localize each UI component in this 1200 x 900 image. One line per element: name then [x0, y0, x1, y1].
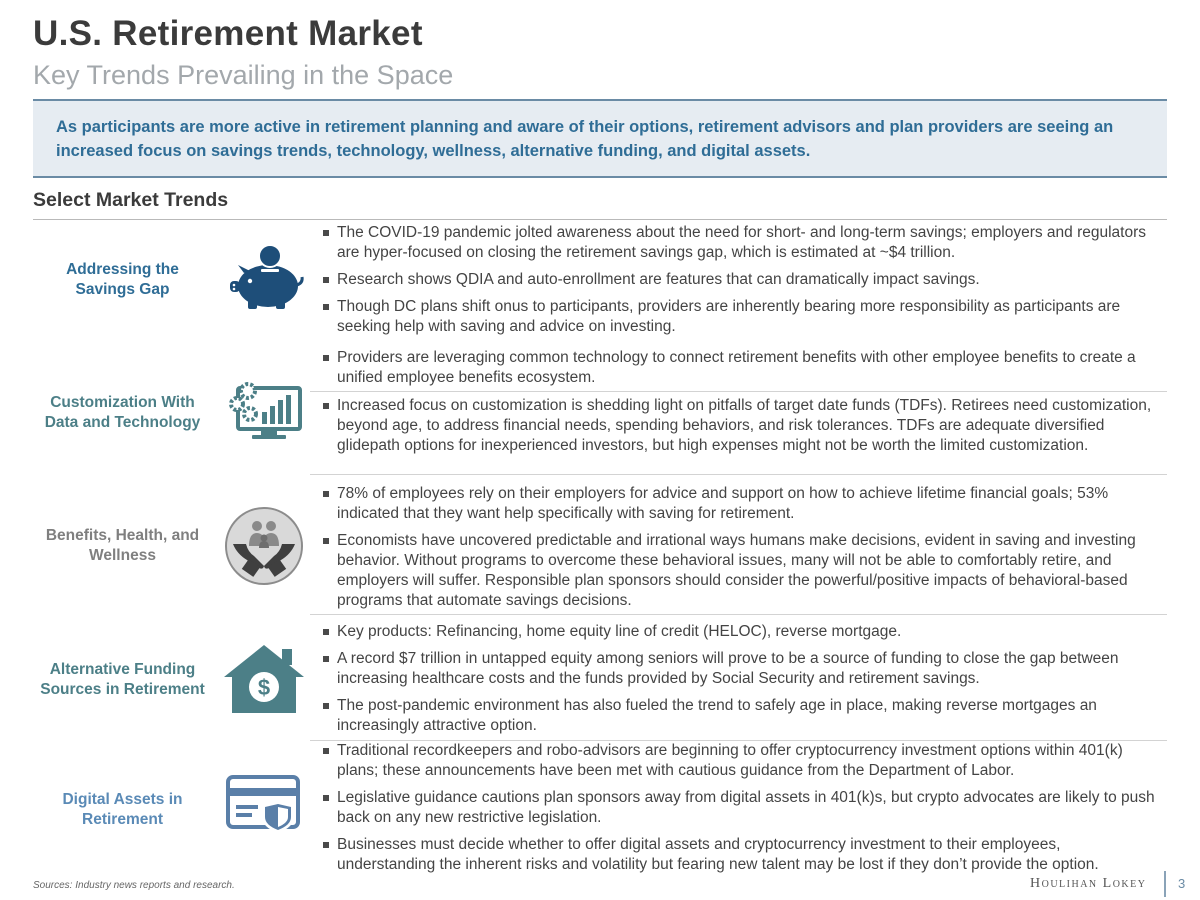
- bullet: The post-pandemic environment has also fueled the trend to safely age in place, making reverse mortgages an increasingly attractive option.: [322, 696, 1162, 736]
- page-number: 3: [1178, 876, 1186, 891]
- bullet: Though DC plans shift onus to participants, providers are inherently bearing more responsibility as participants are seeking help with saving and advice on investing.: [322, 297, 1162, 337]
- bullet: A record $7 trillion in untapped equity among seniors will prove to be a source of funding to close the gap between increasing healthcare costs and the funds provided by Social Security and retirement savings.: [322, 649, 1162, 689]
- row-divider: [310, 614, 1167, 615]
- trend-label-alternative-funding: Alternative Funding Sources in Retirement: [40, 661, 205, 698]
- bullet: Research shows QDIA and auto-enrollment are features that can dramatically impact savings.: [322, 270, 1162, 290]
- page-title: U.S. Retirement Market: [33, 14, 423, 53]
- sources-note: Sources: Industry news reports and research.: [33, 880, 235, 891]
- family-hands-icon: [224, 506, 304, 591]
- page-subtitle: Key Trends Prevailing in the Space: [33, 60, 454, 90]
- monitor-chart-gears-icon: [228, 382, 304, 447]
- bullet: Businesses must decide whether to offer digital assets and cryptocurrency investment to their employees, understanding the inherent risks and volatility but fearing new talent may be lost if they don’t provide the option.: [322, 835, 1162, 875]
- section-title: Select Market Trends: [33, 189, 229, 211]
- card-shield-icon: [226, 775, 302, 838]
- bullet: 78% of employees rely on their employers for advice and support on how to achieve lifetime financial goals; 53% indicated that they want help specifically with saving for retirement.: [322, 484, 1162, 524]
- bullet: The COVID-19 pandemic jolted awareness about the need for short- and long-term savings; employers and regulators are hyper-focused on closing the retirement savings gap, which is estimated at ~$4 trillion.: [322, 223, 1162, 263]
- trend-bullets-customization: [322, 348, 1162, 463]
- piggy-bank-icon: [228, 243, 304, 316]
- bullet: Providers are leveraging common technology to connect retirement benefits with other employee benefits to create a unified employee benefits ecosystem.: [322, 348, 1162, 388]
- house-dollar-icon: [222, 643, 306, 720]
- trend-bullets-digital-assets: [322, 741, 1162, 883]
- company-logo: Houlihan Lokey: [1030, 876, 1147, 891]
- bullet: Increased focus on customization is shedding light on pitfalls of target date funds (TDFs). Retirees need customization, beyond age, to address financial needs, spending behaviors, and risk tolerances. TDFs are adequate diversified glidepath options for inexperienced investors, but high expenses might not be worth the limited customization.: [322, 396, 1162, 456]
- callout-box: [33, 99, 1167, 178]
- bullet: Economists have uncovered predictable and irrational ways humans make decisions, evident in saving and investing behavior. Without programs to overcome these behavioral issues, many will not be able to comfortably retire, and employers will suffer. Responsible plan sponsors should consider the powerful/positive impacts of behavioral-based programs that automate savings decisions.: [322, 531, 1162, 611]
- svg-text:$: $: [257, 675, 271, 700]
- bullet: Legislative guidance cautions plan sponsors away from digital assets in 401(k)s, but crypto advocates are likely to push back on any new restrictive legislation.: [322, 788, 1162, 828]
- section-rule: [33, 219, 1167, 220]
- trend-label-savings-gap: Addressing the Savings Gap: [66, 261, 179, 298]
- row-divider: [310, 391, 1167, 392]
- bullet: Key products: Refinancing, home equity line of credit (HELOC), reverse mortgage.: [322, 622, 1162, 642]
- trend-bullets-wellness: [322, 484, 1162, 619]
- trend-label-digital-assets: Digital Assets in Retirement: [62, 791, 183, 828]
- bullet: Traditional recordkeepers and robo-advisors are beginning to offer cryptocurrency investment options within 401(k) plans; these announcements have been met with cautious guidance from the Department of Labor.: [322, 741, 1162, 781]
- footer-divider: [1164, 871, 1166, 897]
- trend-bullets-alternative-funding: [322, 622, 1162, 743]
- trend-bullets-savings-gap: [322, 223, 1162, 344]
- row-divider: [310, 474, 1167, 475]
- callout-text: As participants are more active in retirement planning and aware of their options, retirement advisors and plan providers are seeing an increased focus on savings trends, technology, wellness, alternative funding, and digital assets.: [56, 118, 1114, 160]
- trend-label-wellness: Benefits, Health, and Wellness: [45, 527, 200, 564]
- trend-label-customization: Customization With Data and Technology: [44, 394, 201, 431]
